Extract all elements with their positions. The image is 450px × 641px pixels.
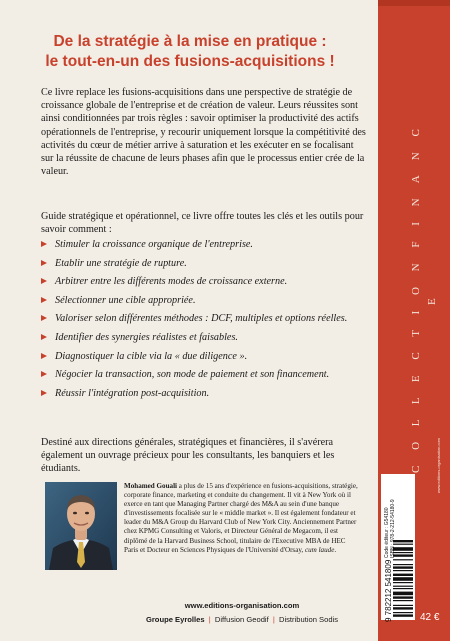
triangle-bullet-icon — [41, 390, 47, 396]
distribution: Distribution Sodis — [278, 615, 339, 624]
author-bio-end: . — [334, 545, 337, 554]
barcode-bar — [393, 588, 413, 589]
list-item: Arbitrer entre les différents modes de croissance externe. — [41, 275, 368, 288]
isbn: ISBN : 978-2-212-54180-9 — [390, 499, 396, 558]
barcode-bar — [393, 592, 413, 596]
barcode-bar — [393, 586, 413, 587]
author-portrait-icon — [45, 482, 117, 570]
price: 42 € — [420, 612, 440, 623]
triangle-bullet-icon — [41, 241, 47, 247]
barcode-bar — [393, 566, 413, 568]
triangle-bullet-icon — [41, 315, 47, 321]
separator: | — [272, 615, 275, 624]
headline — [14, 32, 366, 72]
headline-line-1: De la stratégie à la mise en pratique : — [53, 33, 327, 50]
skills-list — [41, 238, 368, 405]
audience-paragraph: Destiné aux directions générales, stratégiques et financières, il s'avérera également un ouvrage précieux pour les consultants, les banquiers et les étudiants. — [41, 437, 335, 475]
intro-paragraph: Ce livre replace les fusions-acquisitions dans une perspective de stratégie de croissance globale de l'entreprise et de création de valeur. Leurs réussites sont ainsi conditionnées par trois règles : savoir optimiser la productivité des actifs opérationnels de l'entreprise, y recourir uniquement lorsque la compétitivité des activités du cœur de métier arrive à saturation et les exécuter en se focalisant sur la réussite de chacune de leurs phases afin que le processus entier crée de la valeur. — [41, 87, 366, 178]
barcode-bar — [393, 570, 413, 571]
barcode-bar — [393, 614, 413, 616]
barcode-bar — [393, 574, 413, 576]
barcode-bar — [393, 559, 413, 560]
sidebar-vertical-url: www.editions-organisation.com — [436, 438, 441, 494]
barcode-bar — [393, 577, 413, 581]
triangle-bullet-icon — [41, 260, 47, 266]
publisher-line — [124, 615, 360, 624]
triangle-bullet-icon — [41, 334, 47, 340]
author-bio-honors: cum laude — [304, 545, 335, 554]
barcode-bar — [393, 596, 413, 598]
barcode-bar — [393, 582, 413, 583]
separator: | — [208, 615, 211, 624]
list-item: Valoriser selon différentes méthodes : DCF, multiples et options réelles. — [41, 312, 368, 325]
triangle-bullet-icon — [41, 278, 47, 284]
code-editeur: Code éditeur : G54180 — [384, 507, 390, 558]
list-item: Identifier des synergies réalistes et faisables. — [41, 331, 368, 344]
barcode-bar — [393, 605, 413, 606]
barcode-number: 9 782212 541809 — [384, 559, 393, 622]
list-item: Diagnostiquer la cible via la « due diligence ». — [41, 350, 368, 363]
diffusion: Diffusion Geodif — [214, 615, 269, 624]
guide-paragraph: Guide stratégique et opérationnel, ce livre offre toutes les clés et les outils pour savoir comment : — [41, 211, 364, 236]
publisher-name: Groupe Eyrolles — [145, 615, 205, 624]
triangle-bullet-icon — [41, 371, 47, 377]
barcode-bar — [393, 607, 413, 609]
author-bio — [124, 482, 360, 555]
list-item: Négocier la transaction, son mode de paiement et son financement. — [41, 368, 368, 381]
barcode-bar — [393, 612, 413, 613]
list-item: Stimuler la croissance organique de l'entreprise. — [41, 238, 368, 251]
collection-title: C O L L E C T I O N F I N A N C E — [410, 122, 438, 474]
author-photo — [45, 482, 117, 570]
sidebar-top-band — [378, 0, 450, 6]
triangle-bullet-icon — [41, 297, 47, 303]
barcode-bar — [393, 600, 413, 601]
barcode-bar — [393, 564, 413, 565]
headline-line-2: le tout-en-un des fusions-acquisitions ! — [45, 53, 335, 70]
author-name: Mohamed Gouali — [124, 482, 178, 490]
list-item: Sélectionner une cible appropriée. — [41, 294, 368, 307]
triangle-bullet-icon — [41, 353, 47, 359]
publisher-website[interactable]: www.editions-organisation.com — [184, 601, 300, 610]
list-item: Etablir une stratégie de rupture. — [41, 257, 368, 270]
author-bio-text: a plus de 15 ans d'expérience en fusions-acquisitions, stratégie, corporate finance, marketing et conduite du changement. Il vit à New York où il exerce en tant que Managing Partner chargé des M&A au sein d'une banque d'investissements focalisée sur le « middle market ». Il est également fondateur et leader du M&A Group du Harvard Club of New York City. Anciennement Partner chez KPMG Consulting et Valoris, et Directeur Général de Megacom, il est diplômé de la Harvard Business School, titulaire de l'Executive MBA de HEC Paris et Docteur en Sciences Physiques de l'Université d'Orsay, — [124, 482, 358, 554]
list-item: Réussir l'intégration post-acquisition. — [41, 387, 368, 400]
